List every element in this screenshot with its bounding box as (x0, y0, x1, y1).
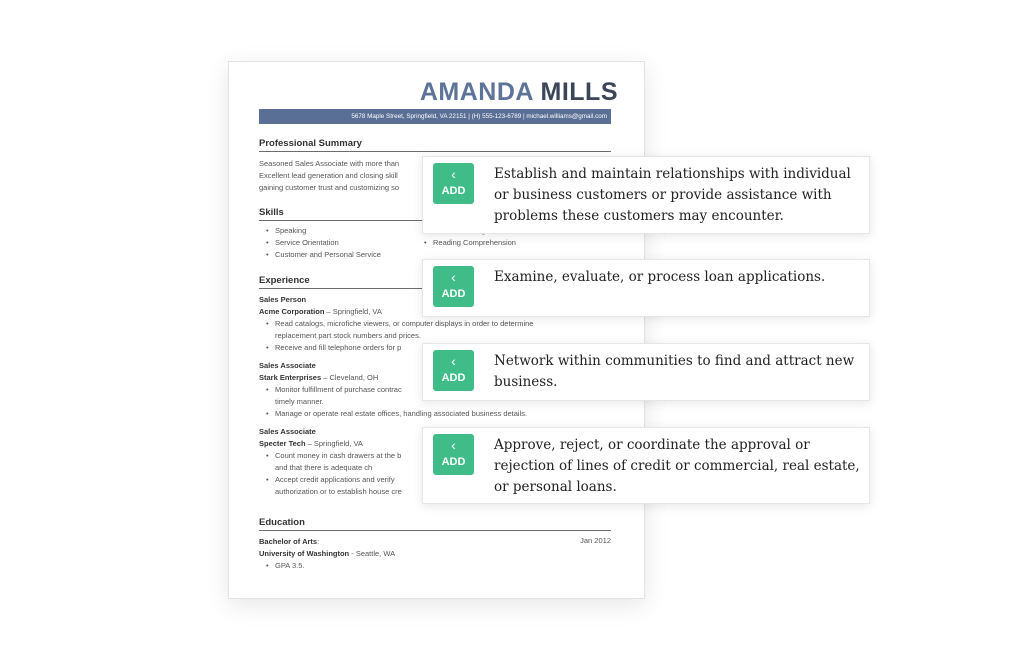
suggestion-text: Approve, reject, or coordinate the approval or rejection of lines of credit or commercial, real estate, or personal loans. (494, 437, 860, 495)
job-bullet: • Receive and fill telephone orders for p (259, 342, 611, 354)
skill-item: • Speaking (259, 225, 381, 237)
education-section (259, 517, 611, 572)
experience-title: Experience (259, 275, 611, 289)
job-company: Stark Enterprises (259, 373, 322, 382)
suggestion-card (422, 259, 870, 317)
chevron-left-icon: ‹ (451, 269, 456, 285)
add-button-label: ADD (441, 185, 466, 197)
suggestion-text: Examine, evaluate, or process loan applications. (494, 269, 826, 285)
add-button-label: ADD (441, 372, 466, 384)
first-name: AMANDA (419, 78, 534, 106)
education-gpa: • GPA 3.5. (259, 560, 611, 572)
education-location: - Seattle, WA (349, 549, 396, 558)
chevron-left-icon: ‹ (451, 166, 456, 182)
resume-name (420, 78, 618, 107)
chevron-left-icon: ‹ (451, 437, 456, 453)
education-degree-suffix: : (317, 537, 320, 546)
job-bullet-cont: replacement part stock numbers and prices. (275, 331, 421, 340)
skill-item: • Service Orientation (259, 237, 381, 249)
add-button[interactable] (433, 266, 474, 307)
add-button[interactable] (433, 163, 474, 204)
job-bullet-cont: and that there is adequate ch (275, 463, 373, 472)
job-bullet-cont: authorization or to establish house cre (275, 487, 402, 496)
job-role: Sales Associate (259, 427, 316, 436)
summary-title: Professional Summary (259, 138, 611, 152)
contact-bar: 5678 Maple Street, Springfield, VA 22151 | (H) 555-123-6789 | michael.williams@gmail.com (259, 109, 611, 124)
job-bullet-cont: timely manner. (275, 397, 324, 406)
education-title: Education (259, 517, 611, 531)
suggestion-card (422, 343, 870, 401)
education-school: University of Washington (259, 549, 350, 558)
suggestion-text: Establish and maintain relationships with individual or business customers or provide assistance with problems these customers may encounter. (494, 166, 851, 224)
chevron-left-icon: ‹ (451, 353, 456, 369)
job-role: Sales Person (259, 295, 307, 304)
job-role: Sales Associate (259, 361, 316, 370)
summary-line: gaining customer trust and customizing so (259, 183, 400, 192)
skills-title: Skills (259, 207, 611, 221)
job-bullet: • Read catalogs, microfiche viewers, or computer displays in order to determine (259, 318, 611, 330)
job-bullet: • Accept credit applications and verify (259, 474, 611, 486)
summary-line: Seasoned Sales Associate with more than (259, 159, 400, 168)
summary-line: Excellent lead generation and closing skill (259, 171, 398, 180)
education-degree: Bachelor of Arts (259, 537, 318, 546)
job-location: – Cleveland, OH (321, 373, 379, 382)
education-date: Jan 2012 (580, 536, 611, 545)
add-button-label: ADD (441, 288, 466, 300)
job-bullet: • Count money in cash drawers at the b (259, 450, 611, 462)
suggestion-card (422, 427, 870, 504)
add-button[interactable] (433, 434, 474, 475)
job-location: – Springfield, VA (324, 307, 382, 316)
job-bullet: • Manage or operate real estate offices, handling associated business details. (259, 408, 611, 420)
job-company: Acme Corporation (259, 307, 325, 316)
suggestion-card (422, 156, 870, 234)
add-button[interactable] (433, 350, 474, 391)
job-bullet: • Monitor fulfillment of purchase contrac (259, 384, 611, 396)
last-name: MILLS (540, 78, 618, 106)
skill-item: • Reading Comprehension (417, 237, 516, 249)
suggestion-text: Network within communities to find and attract new business. (494, 353, 855, 390)
resume-preview (228, 61, 645, 599)
skill-item: • Customer and Personal Service (259, 249, 381, 261)
job-location: – Springfield, VA (305, 439, 363, 448)
job-company: Specter Tech (259, 439, 306, 448)
add-button-label: ADD (441, 456, 466, 468)
